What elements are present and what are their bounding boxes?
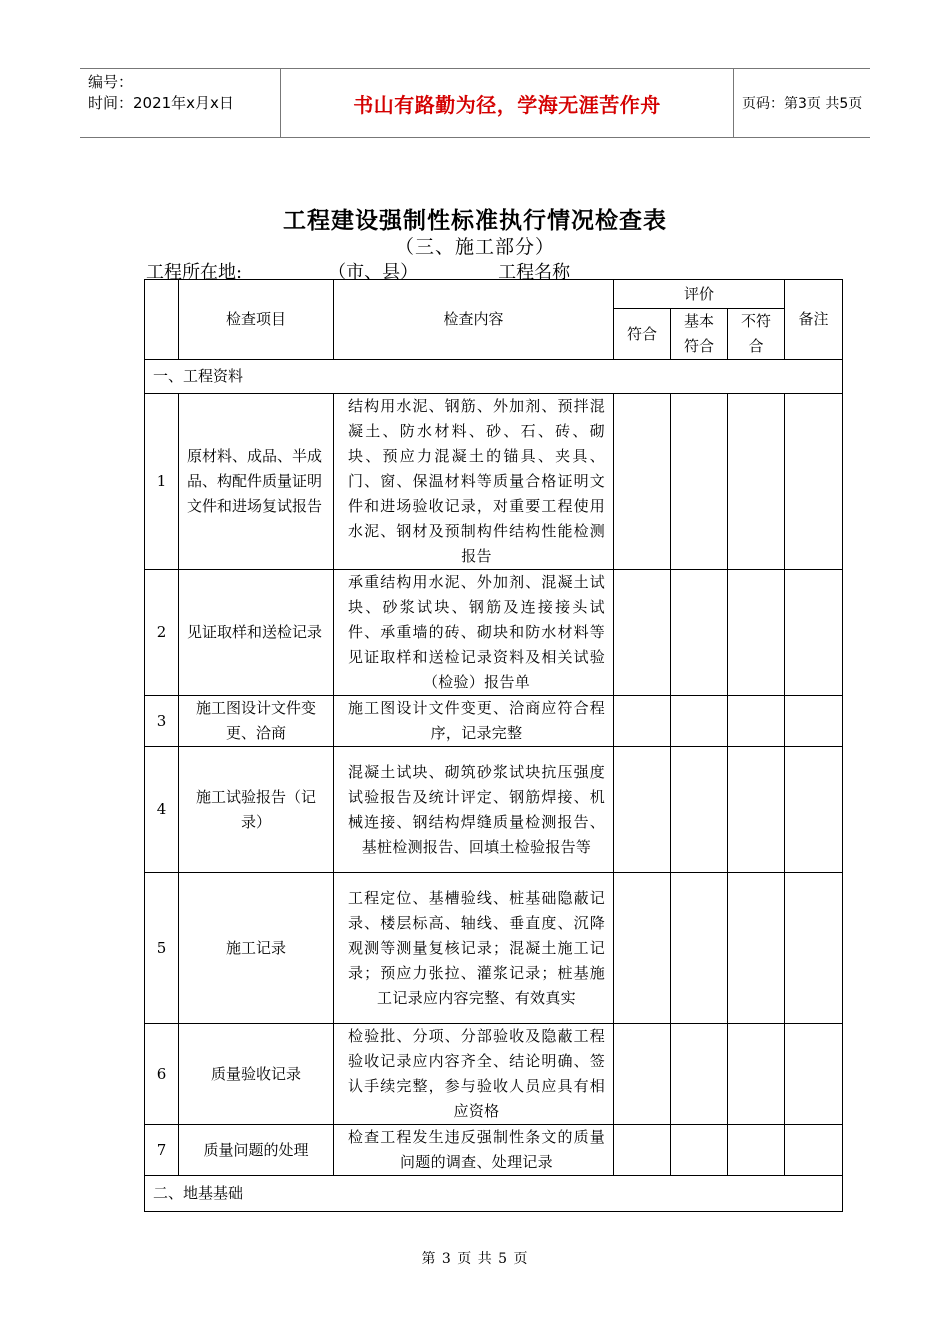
header-pass: 符合 xyxy=(614,309,671,360)
table-header-row xyxy=(145,280,843,309)
page-header xyxy=(80,68,870,138)
basic-pass-cell[interactable] xyxy=(671,873,728,1024)
header-fail: 不符合 xyxy=(728,309,785,360)
basic-pass-cell[interactable] xyxy=(671,1125,728,1176)
inspection-table xyxy=(144,279,843,1212)
fail-cell[interactable] xyxy=(728,1125,785,1176)
remarks-cell[interactable] xyxy=(785,1125,843,1176)
header-item: 检查项目 xyxy=(179,280,334,360)
row-content: 结构用水泥、钢筋、外加剂、预拌混凝土、防水材料、砂、石、砖、砌块、预应力混凝土的锚具、夹具、门、窗、保温材料等质量合格证明文件和进场验收记录，对重要工程使用水泥、钢材及预制构件结构性能检测报告 xyxy=(334,394,614,570)
section-row xyxy=(145,1176,843,1212)
page-label: 页码：第3页 共5页 xyxy=(742,96,863,112)
row-content: 工程定位、基槽验线、桩基础隐蔽记录、楼层标高、轴线、垂直度、沉降观测等测量复核记录；混凝土施工记录；预应力张拉、灌浆记录；桩基施工记录应内容完整、有效真实 xyxy=(334,873,614,1024)
fail-cell[interactable] xyxy=(728,570,785,696)
fail-cell[interactable] xyxy=(728,747,785,873)
header-remarks: 备注 xyxy=(785,280,843,360)
row-item: 质量验收记录 xyxy=(179,1024,334,1125)
fail-cell[interactable] xyxy=(728,394,785,570)
table-row xyxy=(145,696,843,747)
header-evaluation: 评价 xyxy=(614,280,785,309)
table-row xyxy=(145,1125,843,1176)
basic-pass-cell[interactable] xyxy=(671,1024,728,1125)
remarks-cell[interactable] xyxy=(785,394,843,570)
row-number: 6 xyxy=(145,1024,179,1125)
row-number: 5 xyxy=(145,873,179,1024)
row-item: 原材料、成品、半成品、构配件质量证明文件和进场复试报告 xyxy=(179,394,334,570)
basic-pass-cell[interactable] xyxy=(671,747,728,873)
section-row xyxy=(145,360,843,394)
pass-cell[interactable] xyxy=(614,1024,671,1125)
basic-pass-cell[interactable] xyxy=(671,394,728,570)
row-item: 施工试验报告（记录） xyxy=(179,747,334,873)
pass-cell[interactable] xyxy=(614,394,671,570)
row-content: 承重结构用水泥、外加剂、混凝土试块、砂浆试块、钢筋及连接接头试件、承重墙的砖、砌块和防水材料等见证取样和送检记录资料及相关试验（检验）报告单 xyxy=(334,570,614,696)
project-name-label: 工程名称 xyxy=(498,262,571,283)
pass-cell[interactable] xyxy=(614,1125,671,1176)
time-label: 时间：2021年x月x日 xyxy=(88,94,234,112)
row-number: 7 xyxy=(145,1125,179,1176)
row-item: 见证取样和送检记录 xyxy=(179,570,334,696)
row-content: 混凝土试块、砌筑砂浆试块抗压强度试验报告及统计评定、钢筋焊接、机械连接、钢结构焊缝质量检测报告、基桩检测报告、回填土检验报告等 xyxy=(334,747,614,873)
table-row xyxy=(145,873,843,1024)
row-content: 施工图设计文件变更、洽商应符合程序，记录完整 xyxy=(334,696,614,747)
header-basic-pass: 基本符合 xyxy=(671,309,728,360)
row-item: 施工记录 xyxy=(179,873,334,1024)
document-title: 工程建设强制性标准执行情况检查表 xyxy=(283,207,667,234)
row-number: 4 xyxy=(145,747,179,873)
header-number-cell xyxy=(145,280,179,360)
location-prefix: 工程所在地: xyxy=(146,262,243,283)
document-subtitle: （三、施工部分） xyxy=(394,236,555,258)
basic-pass-cell[interactable] xyxy=(671,696,728,747)
row-number: 1 xyxy=(145,394,179,570)
pass-cell[interactable] xyxy=(614,696,671,747)
section-title: 二、地基基础 xyxy=(145,1176,843,1212)
remarks-cell[interactable] xyxy=(785,747,843,873)
pass-cell[interactable] xyxy=(614,873,671,1024)
header-motto-cell xyxy=(280,69,734,137)
table-row xyxy=(145,747,843,873)
row-item: 质量问题的处理 xyxy=(179,1125,334,1176)
remarks-cell[interactable] xyxy=(785,570,843,696)
code-label: 编号： xyxy=(88,73,134,91)
row-content: 检验批、分项、分部验收及隐蔽工程验收记录应内容齐全、结论明确、签认手续完整，参与验收人员应具有相应资格 xyxy=(334,1024,614,1125)
table-row xyxy=(145,1024,843,1125)
pass-cell[interactable] xyxy=(614,570,671,696)
fail-cell[interactable] xyxy=(728,696,785,747)
fail-cell[interactable] xyxy=(728,873,785,1024)
section-title: 一、工程资料 xyxy=(145,360,843,394)
header-meta xyxy=(80,69,280,137)
table-row xyxy=(145,570,843,696)
remarks-cell[interactable] xyxy=(785,696,843,747)
row-number: 3 xyxy=(145,696,179,747)
header-content: 检查内容 xyxy=(334,280,614,360)
remarks-cell[interactable] xyxy=(785,1024,843,1125)
table-row xyxy=(145,394,843,570)
row-number: 2 xyxy=(145,570,179,696)
basic-pass-cell[interactable] xyxy=(671,570,728,696)
row-content: 检查工程发生违反强制性条文的质量问题的调查、处理记录 xyxy=(334,1125,614,1176)
page-footer: 第 3 页 共 5 页 xyxy=(421,1251,529,1267)
motto: 书山有路勤为径，学海无涯苦作舟 xyxy=(353,92,661,117)
remarks-cell[interactable] xyxy=(785,873,843,1024)
fail-cell[interactable] xyxy=(728,1024,785,1125)
row-item: 施工图设计文件变更、洽商 xyxy=(179,696,334,747)
header-page-cell xyxy=(734,69,870,137)
location-suffix: （市、县） xyxy=(328,262,419,283)
pass-cell[interactable] xyxy=(614,747,671,873)
